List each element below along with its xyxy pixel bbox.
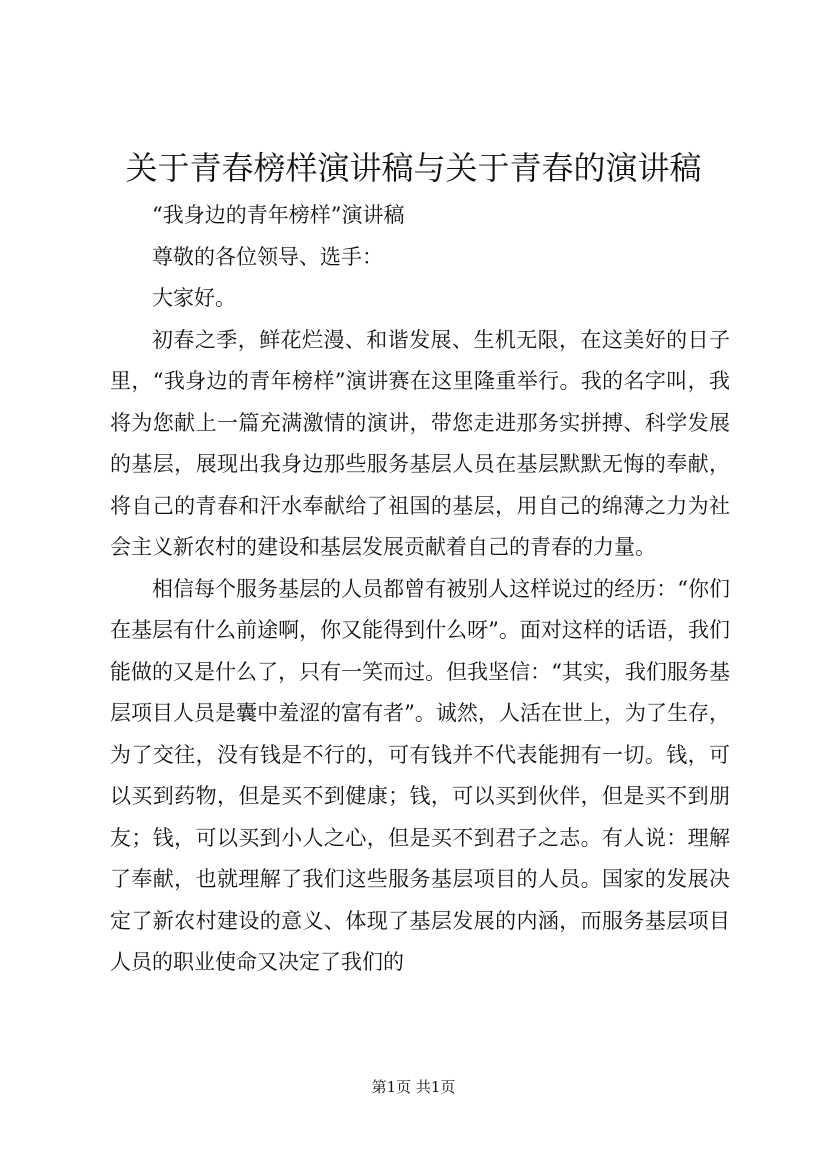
page-number-footer: 第1页 共1页	[371, 1078, 456, 1096]
speech-heading: “我身边的青年榜样”演讲稿	[152, 203, 405, 227]
paragraph: 相信每个服务基层的人员都曾有被别人这样说过的经历：“你们在基层有什么前途啊，你又能得到什么呀”。面对这样的话语，我们能做的又是什么了，只有一笑而过。但我坚信：“其实，我们服务基层项目人员是囊中羞涩的富有者”。诚然，人活在世上，为了生存，为了交往，没有钱是不行的，可有钱并不代表能拥有一切。钱，可以买到药物，但是买不到健康；钱，可以买到伙伴，但是买不到朋友；钱，可以买到小人之心，但是买不到君子之志。有人说：理解了奉献，也就理解了我们这些服务基层项目的人员。国家的发展决定了新农村建设的意义、体现了基层发展的内涵，而服务基层项目人员的职业使命又决定了我们的	[110, 576, 730, 974]
salutation: 尊敬的各位领导、选手：	[152, 244, 383, 269]
document-body	[110, 195, 730, 984]
greeting: 大家好。	[152, 286, 236, 310]
paragraph: 初春之季，鲜花烂漫、和谐发展、生机无限，在这美好的日子里，“我身边的青年榜样”演讲赛在这里隆重举行。我的名字叫，我将为您献上一篇充满激情的演讲，带您走进那务实拼搏、科学发展的基层，展现出我身边那些服务基层人员在基层默默无悔的奉献，将自己的青春和汗水奉献给了祖国的基层，用自己的绵薄之力为社会主义新农村的建设和基层发展贡献着自己的青春的力量。	[110, 327, 730, 559]
document-title: 关于青春榜样演讲稿与关于青春的演讲稿	[125, 149, 702, 187]
